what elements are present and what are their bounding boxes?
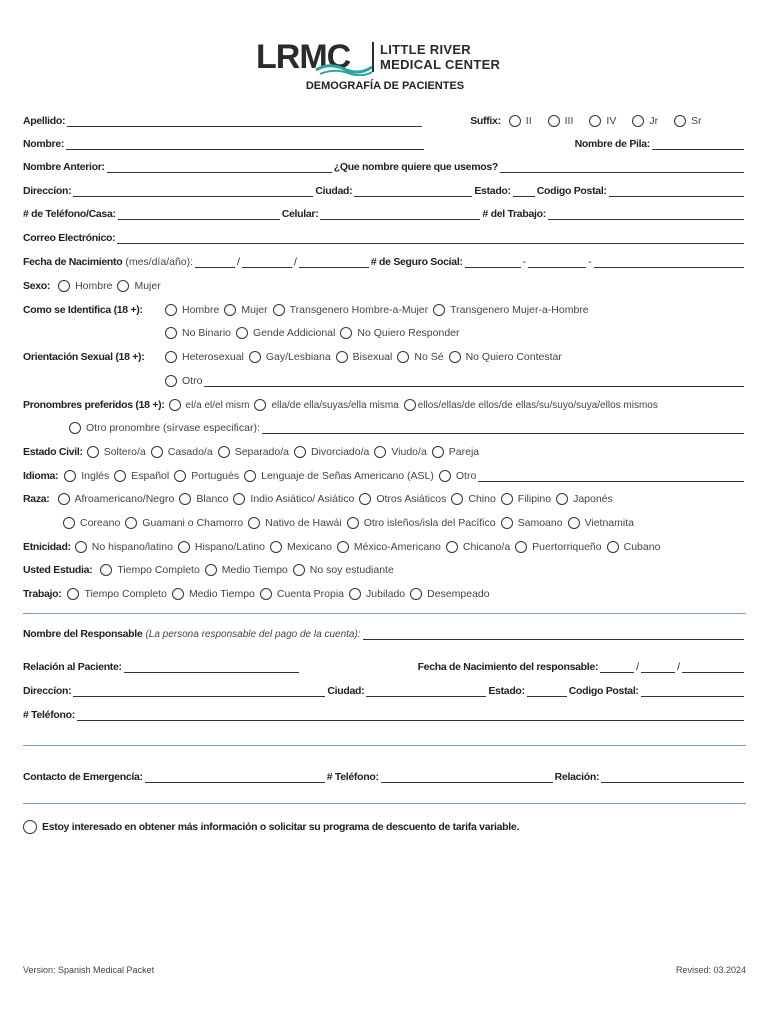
estudia-no-radio[interactable]: No soy estudiante [293, 564, 394, 576]
form-title: DEMOGRAFÍA DE PACIENTES [305, 80, 465, 92]
identifica-label: Como se Identifica (18 +): [23, 304, 143, 316]
identifica-mujer-radio[interactable]: Mujer [224, 304, 267, 316]
row-fecha-ssn: Fecha de Nacimiento (mes/día/año): / / # de Seguro Social: - - [23, 252, 746, 268]
civil-viudo-radio[interactable]: Viudo/a [374, 446, 426, 458]
fecha-resp-ano-field[interactable] [682, 662, 744, 673]
org-name-line1: LITTLE RIVER [380, 42, 471, 57]
pronombres-label: Pronombres preferidos (18 +): [23, 399, 165, 411]
row-identifica [23, 300, 746, 316]
estado-resp-field[interactable] [527, 686, 567, 697]
section-divider-1 [23, 613, 746, 614]
raza-guamani-radio[interactable]: Guamani o Chamorro [125, 517, 243, 529]
row-estudia [23, 560, 746, 576]
identifica-trans-mh-radio[interactable]: Transgenero Mujer-a-Hombre [433, 304, 589, 316]
row-descuento [23, 818, 746, 834]
codigo-postal-resp-field[interactable] [641, 686, 744, 697]
sexo-hombre-radio[interactable]: Hombre [58, 280, 112, 292]
trabajo-jubilado-radio[interactable]: Jubilado [349, 588, 405, 600]
identifica-adicional-radio[interactable]: Gende Addicional [236, 327, 335, 339]
ciudad-resp-label: Ciudad: [327, 685, 365, 697]
raza-japones-radio[interactable]: Japonés [556, 493, 613, 505]
fecha-resp-mes-field[interactable] [600, 662, 634, 673]
etnia-puertorriqueno-radio[interactable]: Puertorriqueño [515, 541, 601, 553]
idioma-otro-radio[interactable]: Otro [439, 470, 476, 482]
estudia-medio-radio[interactable]: Medio Tiempo [205, 564, 288, 576]
raza-pacifico-radio[interactable]: Otro isleños/isla del Pacífico [347, 517, 496, 529]
raza-otros-asiaticos-radio[interactable]: Otros Asiáticos [359, 493, 446, 505]
etnia-nohispano-radio[interactable]: No hispano/latino [75, 541, 173, 553]
fecha-resp-label: Fecha de Nacimiento del responsable: [417, 661, 599, 673]
fecha-nac-label: Fecha de Nacimiento [23, 256, 123, 268]
orientacion-nocontestar-radio[interactable]: No Quiero Contestar [449, 351, 562, 363]
row-raza-2 [23, 513, 746, 529]
seguro-3-field[interactable] [594, 257, 744, 268]
celular-field[interactable] [320, 209, 480, 220]
etnia-cubano-radio[interactable]: Cubano [607, 541, 661, 553]
pronombre-ellos-radio[interactable]: ellos/ellas/de ellos/de ellas/su/suyo/suya/ellos mismos [404, 399, 658, 411]
que-nombre-label: ¿Que nombre quiere que usemos? [333, 161, 499, 173]
logo-mark: LRMC [256, 38, 351, 76]
row-orientacion-otro [23, 371, 746, 387]
row-telefono-resp [23, 705, 746, 721]
row-responsable [23, 624, 746, 640]
orientacion-hetero-radio[interactable]: Heterosexual [165, 351, 244, 363]
raza-hawai-radio[interactable]: Nativo de Hawái [248, 517, 341, 529]
orientacion-bisexual-radio[interactable]: Bisexual [336, 351, 393, 363]
raza-coreano-radio[interactable]: Coreano [63, 517, 120, 529]
contacto-label: Contacto de Emergencía: [23, 771, 143, 783]
section-divider-2 [23, 745, 746, 746]
row-emergencia [23, 767, 746, 783]
responsable-note: (La persona responsable del pago de la cuenta): [145, 629, 361, 640]
identifica-trans-hm-radio[interactable]: Transgenero Hombre-a-Mujer [273, 304, 429, 316]
celular-label: Celular: [281, 208, 319, 220]
orientacion-gay-radio[interactable]: Gay/Lesbiana [249, 351, 331, 363]
row-orientacion [23, 347, 746, 363]
orientacion-otro-radio[interactable]: Otro [165, 375, 202, 387]
relacion-label: Relación: [554, 771, 600, 783]
responsable-label: Nombre del Responsable [23, 628, 143, 640]
sexo-mujer-radio[interactable]: Mujer [117, 280, 160, 292]
section-divider-3 [23, 803, 746, 804]
relacion-paciente-field[interactable] [124, 662, 299, 673]
raza-samoano-radio[interactable]: Samoano [501, 517, 563, 529]
suffix-iv-radio[interactable]: IV [589, 115, 616, 127]
telefono-casa-label: # de Teléfono/Casa: [23, 208, 116, 220]
direccion-field[interactable] [73, 186, 313, 197]
nombre-anterior-label: Nombre Anterior: [23, 161, 105, 173]
relacion-paciente-label: Relación al Paciente: [23, 661, 122, 673]
direccion-resp-field[interactable] [73, 686, 325, 697]
responsable-field[interactable] [363, 629, 744, 640]
trabajo-label: Trabajo: [23, 588, 62, 600]
relacion-field[interactable] [601, 772, 744, 783]
contacto-field[interactable] [145, 772, 325, 783]
seguro-1-field[interactable] [465, 257, 521, 268]
suffix-ii-radio[interactable]: II [509, 115, 532, 127]
raza-filipino-radio[interactable]: Filipino [501, 493, 551, 505]
trabajo-num-label: # del Trabajo: [482, 208, 546, 220]
row-raza [23, 489, 746, 505]
civil-pareja-radio[interactable]: Pareja [432, 446, 479, 458]
org-name-line2: MEDICAL CENTER [380, 57, 501, 72]
row-apellido [23, 111, 746, 127]
row-correo [23, 228, 746, 244]
estudia-completo-radio[interactable]: Tiempo Completo [100, 564, 199, 576]
row-identifica-2 [23, 323, 746, 339]
raza-vietnamita-radio[interactable]: Vietnamita [568, 517, 634, 529]
footer-version: Version: Spanish Medical Packet [23, 965, 155, 975]
otro-pronombre-field[interactable] [262, 423, 744, 434]
pronombre-el-radio[interactable]: el/a el/el mism [169, 399, 250, 411]
civil-soltero-radio[interactable]: Soltero/a [87, 446, 146, 458]
correo-label: Correo Electrónico: [23, 232, 116, 244]
ciudad-field[interactable] [354, 186, 472, 197]
estado-field[interactable] [513, 186, 535, 197]
idioma-espanol-radio[interactable]: Español [114, 470, 169, 482]
pronombre-ella-radio[interactable]: ella/de ella/suyas/ella misma [254, 399, 398, 411]
identifica-noresponder-radio[interactable]: No Quiero Responder [340, 327, 459, 339]
idioma-label: Idioma: [23, 470, 59, 482]
civil-divorciado-radio[interactable]: Divorciado/a [294, 446, 369, 458]
idioma-asl-radio[interactable]: Lenguaje de Señas Americano (ASL) [244, 470, 434, 482]
raza-blanco-radio[interactable]: Blanco [179, 493, 228, 505]
otro-pronombre-radio[interactable]: Otro pronombre (sírvase especificar): [69, 422, 260, 434]
direccion-label: Direccíon: [23, 185, 72, 197]
footer-revised: Revised: 03.2024 [675, 965, 746, 975]
seguro-2-field[interactable] [528, 257, 586, 268]
estado-label: Estado: [474, 185, 511, 197]
idioma-portugues-radio[interactable]: Portugués [174, 470, 239, 482]
raza-afro-radio[interactable]: Afroamericano/Negro [58, 493, 175, 505]
row-sexo [23, 276, 746, 292]
orientacion-nose-radio[interactable]: No Sé [397, 351, 443, 363]
civil-separado-radio[interactable]: Separado/a [218, 446, 289, 458]
raza-label: Raza: [23, 493, 50, 505]
ciudad-resp-field[interactable] [366, 686, 486, 697]
fecha-mes-field[interactable] [195, 257, 235, 268]
etnicidad-label: Etnicidad: [23, 541, 71, 553]
telefono-casa-field[interactable] [118, 209, 280, 220]
suffix-jr-radio[interactable]: Jr [632, 115, 658, 127]
telefono-emerg-field[interactable] [381, 772, 553, 783]
estado-civil-label: Estado Civil: [23, 446, 83, 458]
ciudad-label: Ciudad: [315, 185, 353, 197]
nombre-anterior-field[interactable] [107, 162, 332, 173]
raza-indio-radio[interactable]: Indio Asiático/ Asiático [233, 493, 354, 505]
sexo-label: Sexo: [23, 280, 51, 292]
trabajo-completo-radio[interactable]: Tiempo Completo [67, 588, 166, 600]
etnia-mexamericano-radio[interactable]: México-Americano [337, 541, 441, 553]
codigo-postal-resp-label: Codigo Postal: [568, 685, 639, 697]
fecha-format-label: (mes/día/año): [125, 256, 194, 268]
seguro-label: # de Seguro Social: [370, 256, 463, 268]
idioma-otro-field[interactable] [478, 471, 744, 482]
row-etnicidad [23, 537, 746, 553]
trabajo-desempeado-radio[interactable]: Desempeado [410, 588, 489, 600]
row-otro-pronombre [23, 418, 746, 434]
nombre-pila-label: Nombre de Pila: [574, 138, 650, 150]
fecha-ano-field[interactable] [299, 257, 369, 268]
etnia-chicano-radio[interactable]: Chicano/a [446, 541, 510, 553]
row-trabajo [23, 584, 746, 600]
telefono-resp-label: # Teléfono: [23, 709, 75, 721]
nombre-pila-field[interactable] [652, 139, 744, 150]
row-relacion-paciente: Relación al Paciente: Fecha de Nacimiento del responsable: / / [23, 657, 746, 673]
trabajo-medio-radio[interactable]: Medio Tiempo [172, 588, 255, 600]
orientacion-label: Orientación Sexual (18 +): [23, 351, 145, 363]
fecha-resp-dia-field[interactable] [641, 662, 675, 673]
raza-chino-radio[interactable]: Chino [451, 493, 495, 505]
correo-field[interactable] [117, 233, 744, 244]
row-idioma [23, 466, 746, 482]
idioma-ingles-radio[interactable]: Inglés [64, 470, 109, 482]
descuento-checkbox[interactable]: Estoy interesado en obtener más información o solicitar su programa de descuento de tarifa variable. [23, 820, 519, 834]
civil-casado-radio[interactable]: Casado/a [151, 446, 213, 458]
apellido-label: Apellido: [23, 115, 66, 127]
suffix-label: Suffix: [470, 115, 501, 127]
nombre-field[interactable] [66, 139, 424, 150]
trabajo-num-field[interactable] [548, 209, 744, 220]
orientacion-otro-field[interactable] [204, 376, 744, 387]
row-telefonos [23, 204, 746, 220]
suffix-iii-radio[interactable]: III [548, 115, 574, 127]
trabajo-propia-radio[interactable]: Cuenta Propia [260, 588, 344, 600]
identifica-nobinario-radio[interactable]: No Binario [165, 327, 231, 339]
row-estado-civil [23, 442, 746, 458]
fecha-dia-field[interactable] [242, 257, 292, 268]
telefono-emerg-label: # Teléfono: [326, 771, 379, 783]
row-direccion-resp [23, 681, 746, 697]
row-pronombres [23, 395, 746, 411]
nombre-label: Nombre: [23, 138, 65, 150]
que-nombre-field[interactable] [500, 162, 744, 173]
codigo-postal-field[interactable] [609, 186, 744, 197]
row-direccion [23, 181, 746, 197]
suffix-sr-radio[interactable]: Sr [674, 115, 702, 127]
logo-wave-icon [314, 62, 374, 76]
estudia-label: Usted Estudia: [23, 564, 93, 576]
etnia-mexicano-radio[interactable]: Mexicano [270, 541, 332, 553]
row-nombre [23, 134, 746, 150]
apellido-field[interactable] [67, 116, 422, 127]
etnia-hispano-radio[interactable]: Hispano/Latino [178, 541, 265, 553]
logo-divider [372, 42, 374, 72]
row-nombre-anterior [23, 157, 746, 173]
direccion-resp-label: Direccíon: [23, 685, 72, 697]
estado-resp-label: Estado: [488, 685, 525, 697]
codigo-postal-label: Codigo Postal: [536, 185, 607, 197]
logo [256, 40, 518, 76]
telefono-resp-field[interactable] [77, 710, 744, 721]
identifica-hombre-radio[interactable]: Hombre [165, 304, 219, 316]
